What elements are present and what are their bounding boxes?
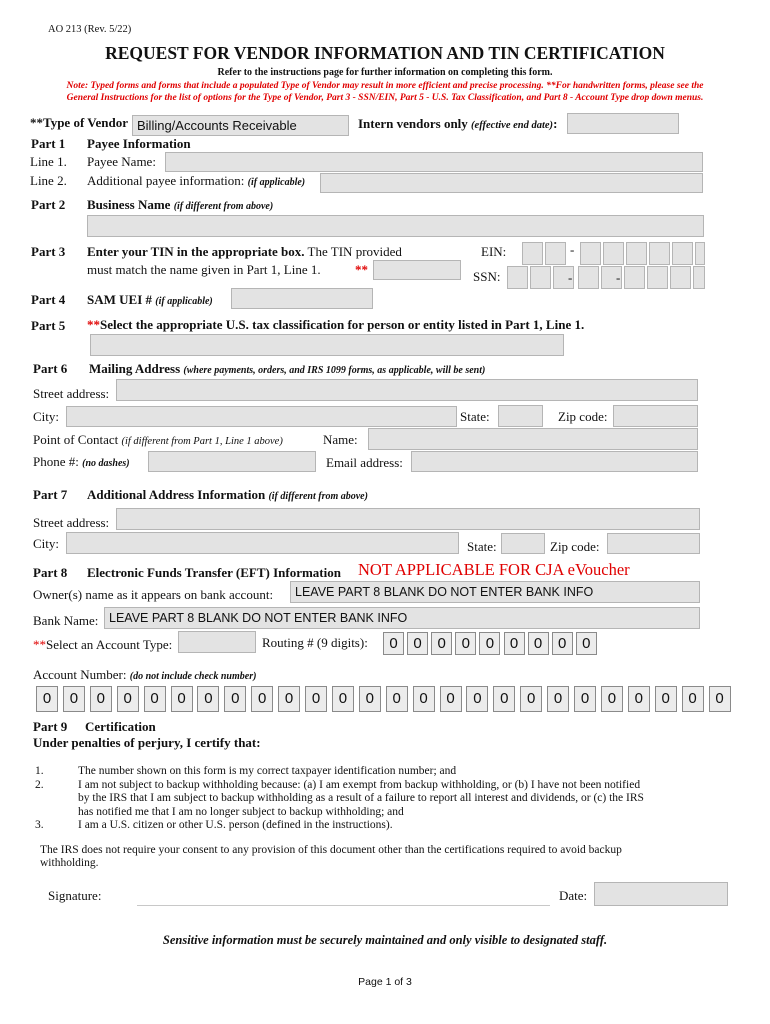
additional-payee-field[interactable] (320, 173, 703, 193)
mailing-zip-label: Zip code: (558, 409, 608, 424)
ssn-dash-2: - (616, 270, 621, 285)
account-digit-23[interactable]: 0 (628, 686, 650, 712)
part6-heading: Mailing Address (where payments, orders, and IRS 1099 forms, as applicable, will be sent) (89, 361, 486, 376)
routing-digit-1[interactable]: 0 (383, 632, 404, 655)
part8-not-applicable: NOT APPLICABLE FOR CJA eVoucher (358, 560, 630, 579)
account-digit-2[interactable]: 0 (63, 686, 85, 712)
additional-state-label: State: (467, 539, 497, 554)
sam-uei-field[interactable] (231, 288, 373, 309)
irs-consent-line-1: The IRS does not require your consent to any provision of this document other than the certifications required to avoid backup (40, 844, 622, 856)
ssn-digit-2[interactable] (530, 266, 551, 289)
note-line-1: Note: Typed forms and forms that include a populated Type of Vendor may result in more efficient and precise processing. **For handwritten forms, please see the (66, 81, 704, 91)
ssn-digit-7[interactable] (647, 266, 668, 289)
part3-instruction-line2: must match the name given in Part 1, Line 1. (87, 262, 321, 277)
cert-item-1-line-1: The number shown on this form is my correct taxpayer identification number; and (78, 765, 457, 777)
date-label: Date: (559, 888, 588, 903)
part5-label: Part 5 (31, 318, 66, 333)
routing-digit-2[interactable]: 0 (407, 632, 428, 655)
additional-state-field[interactable] (501, 533, 545, 554)
account-digit-4[interactable]: 0 (117, 686, 139, 712)
business-name-field[interactable] (87, 215, 704, 237)
routing-digit-5[interactable]: 0 (479, 632, 500, 655)
phone-field[interactable] (148, 451, 316, 472)
ein-digit-4[interactable] (603, 242, 624, 265)
form-title: REQUEST FOR VENDOR INFORMATION AND TIN CERTIFICATION (105, 43, 665, 63)
part3-label: Part 3 (31, 244, 66, 259)
part6-label: Part 6 (33, 361, 68, 376)
routing-label: Routing # (9 digits): (262, 635, 368, 650)
part8-heading: Electronic Funds Transfer (EFT) Information (87, 565, 341, 580)
cert-item-3-line-1: I am a U.S. citizen or other U.S. person (defined in the instructions). (78, 819, 393, 831)
account-digit-22[interactable]: 0 (601, 686, 623, 712)
form-id: AO 213 (Rev. 5/22) (48, 24, 132, 35)
account-digit-21[interactable]: 0 (574, 686, 596, 712)
part3-stars: ** (355, 262, 368, 277)
part7-label: Part 7 (33, 487, 68, 502)
routing-digit-3[interactable]: 0 (431, 632, 452, 655)
routing-digit-7[interactable]: 0 (528, 632, 549, 655)
additional-city-field[interactable] (66, 532, 459, 554)
tax-classification-select[interactable] (90, 334, 564, 356)
account-digit-7[interactable]: 0 (197, 686, 219, 712)
cert-item-1-num: 1. (35, 765, 44, 777)
signature-line[interactable] (137, 905, 550, 906)
cert-item-2-line-1: I am not subject to backup withholding because: (a) I am exempt from backup withholding, or (b) I have not been notified (78, 779, 641, 791)
account-digit-15[interactable]: 0 (413, 686, 435, 712)
account-digit-6[interactable]: 0 (171, 686, 193, 712)
part1-line2: Line 2. (30, 173, 67, 188)
mailing-city-field[interactable] (66, 406, 457, 427)
account-digit-8[interactable]: 0 (224, 686, 246, 712)
ssn-digit-9[interactable] (693, 266, 705, 289)
part1-heading: Payee Information (87, 136, 191, 151)
bank-name-field[interactable]: LEAVE PART 8 BLANK DO NOT ENTER BANK INFO (104, 607, 700, 629)
bank-name-label: Bank Name: (33, 613, 99, 628)
additional-zip-field[interactable] (607, 533, 700, 554)
routing-digit-9[interactable]: 0 (576, 632, 597, 655)
cert-item-3-num: 3. (35, 819, 44, 831)
account-digit-12[interactable]: 0 (332, 686, 354, 712)
payee-name-field[interactable] (165, 152, 703, 172)
additional-zip-label: Zip code: (550, 539, 600, 554)
payee-name-label: Payee Name: (87, 154, 156, 169)
signature-label: Signature: (48, 888, 102, 903)
part9-sub: Under penalties of perjury, I certify that: (33, 735, 261, 750)
ein-digit-2[interactable] (545, 242, 566, 265)
account-digit-26[interactable]: 0 (709, 686, 731, 712)
ein-digit-7[interactable] (672, 242, 693, 265)
part5-heading: **Select the appropriate U.S. tax classification for person or entity listed in Part 1, Line 1. (87, 317, 585, 332)
part4-heading: SAM UEI # (if applicable) (87, 292, 213, 307)
part2-label: Part 2 (31, 197, 66, 212)
ein-digit-3[interactable] (580, 242, 601, 265)
owner-name-field[interactable]: LEAVE PART 8 BLANK DO NOT ENTER BANK INFO (290, 581, 700, 603)
poc-name-field[interactable] (368, 428, 698, 450)
ein-digit-5[interactable] (626, 242, 647, 265)
intern-label: Intern vendors only (effective end date): (358, 116, 558, 131)
intern-end-date-field[interactable] (567, 113, 679, 134)
page-number: Page 1 of 3 (358, 976, 412, 988)
account-digit-25[interactable]: 0 (682, 686, 704, 712)
ein-label: EIN: (481, 244, 507, 259)
vendor-type-select[interactable]: Billing/Accounts Receivable (132, 115, 349, 136)
cert-item-2-line-2: by the IRS that I am subject to backup withholding as a result of a failure to report all interest and dividends, or (c) the IRS (78, 792, 644, 804)
part1-line1: Line 1. (30, 154, 67, 169)
note-line-2: General Instructions for the list of options for the Type of Vendor, Part 3 - SSN/EIN, Part 5 - U.S. Tax Classification, and Part 8 - Account Type drop down menus. (66, 93, 704, 103)
account-digit-13[interactable]: 0 (359, 686, 381, 712)
ein-dash: - (570, 242, 575, 257)
account-digit-14[interactable]: 0 (386, 686, 408, 712)
mailing-state-field[interactable] (498, 405, 543, 427)
routing-digit-4[interactable]: 0 (455, 632, 476, 655)
form-subtitle: Refer to the instructions page for further information on completing this form. (217, 67, 553, 78)
mailing-state-label: State: (460, 409, 490, 424)
account-number-label: Account Number: (do not include check number) (33, 667, 257, 682)
account-digit-20[interactable]: 0 (547, 686, 569, 712)
ssn-digit-4[interactable] (578, 266, 599, 289)
account-digit-24[interactable]: 0 (655, 686, 677, 712)
additional-street-label: Street address: (33, 515, 110, 530)
ssn-label: SSN: (473, 269, 501, 284)
additional-street-field[interactable] (116, 508, 700, 530)
ein-digit-6[interactable] (649, 242, 670, 265)
sensitive-info-notice: Sensitive information must be securely maintained and only visible to designated staff. (162, 933, 608, 947)
part7-heading: Additional Address Information (if different from above) (87, 487, 368, 502)
mailing-street-field[interactable] (116, 379, 698, 401)
email-label: Email address: (326, 455, 403, 470)
account-type-label: **Select an Account Type: (33, 637, 173, 652)
tin-type-select[interactable] (373, 260, 461, 280)
account-digit-5[interactable]: 0 (144, 686, 166, 712)
email-field[interactable] (411, 451, 698, 472)
part2-heading: Business Name (if different from above) (87, 197, 274, 212)
part3-instruction: Enter your TIN in the appropriate box. The TIN provided (87, 244, 402, 259)
account-type-select[interactable] (178, 631, 256, 653)
routing-digit-6[interactable]: 0 (504, 632, 525, 655)
vendor-type-label: **Type of Vendor (30, 115, 128, 130)
account-digit-3[interactable]: 0 (90, 686, 112, 712)
poc-label: Point of Contact (if different from Part 1, Line 1 above) (33, 432, 283, 447)
account-digit-10[interactable]: 0 (278, 686, 300, 712)
owner-name-label: Owner(s) name as it appears on bank account: (33, 587, 274, 602)
account-digit-16[interactable]: 0 (440, 686, 462, 712)
account-digit-19[interactable]: 0 (520, 686, 542, 712)
part9-heading: Certification (85, 719, 156, 734)
ein-digit-8[interactable] (695, 242, 705, 265)
cert-item-2-line-3: has notified me that I am no longer subject to backup withholding; and (78, 806, 404, 818)
ssn-digit-6[interactable] (624, 266, 645, 289)
account-digit-18[interactable]: 0 (493, 686, 515, 712)
ssn-digit-1[interactable] (507, 266, 528, 289)
ssn-digit-8[interactable] (670, 266, 691, 289)
part9-label: Part 9 (33, 719, 68, 734)
mailing-zip-field[interactable] (613, 405, 698, 427)
account-digit-11[interactable]: 0 (305, 686, 327, 712)
account-digit-9[interactable]: 0 (251, 686, 273, 712)
part8-label: Part 8 (33, 565, 68, 580)
date-field[interactable] (594, 882, 728, 906)
irs-consent-line-2: withholding. (40, 857, 99, 869)
account-digit-17[interactable]: 0 (466, 686, 488, 712)
phone-label: Phone #: (no dashes) (33, 454, 130, 469)
ssn-dash-1: - (568, 270, 573, 285)
cert-item-2-num: 2. (35, 779, 44, 791)
account-digit-1[interactable]: 0 (36, 686, 58, 712)
mailing-city-label: City: (33, 409, 60, 424)
mailing-street-label: Street address: (33, 386, 110, 401)
additional-payee-label: Additional payee information: (if applicable) (87, 173, 306, 188)
ein-digit-1[interactable] (522, 242, 543, 265)
additional-city-label: City: (33, 536, 60, 551)
part4-label: Part 4 (31, 292, 66, 307)
part1-label: Part 1 (31, 136, 66, 151)
poc-name-label: Name: (323, 432, 358, 447)
routing-digit-8[interactable]: 0 (552, 632, 573, 655)
